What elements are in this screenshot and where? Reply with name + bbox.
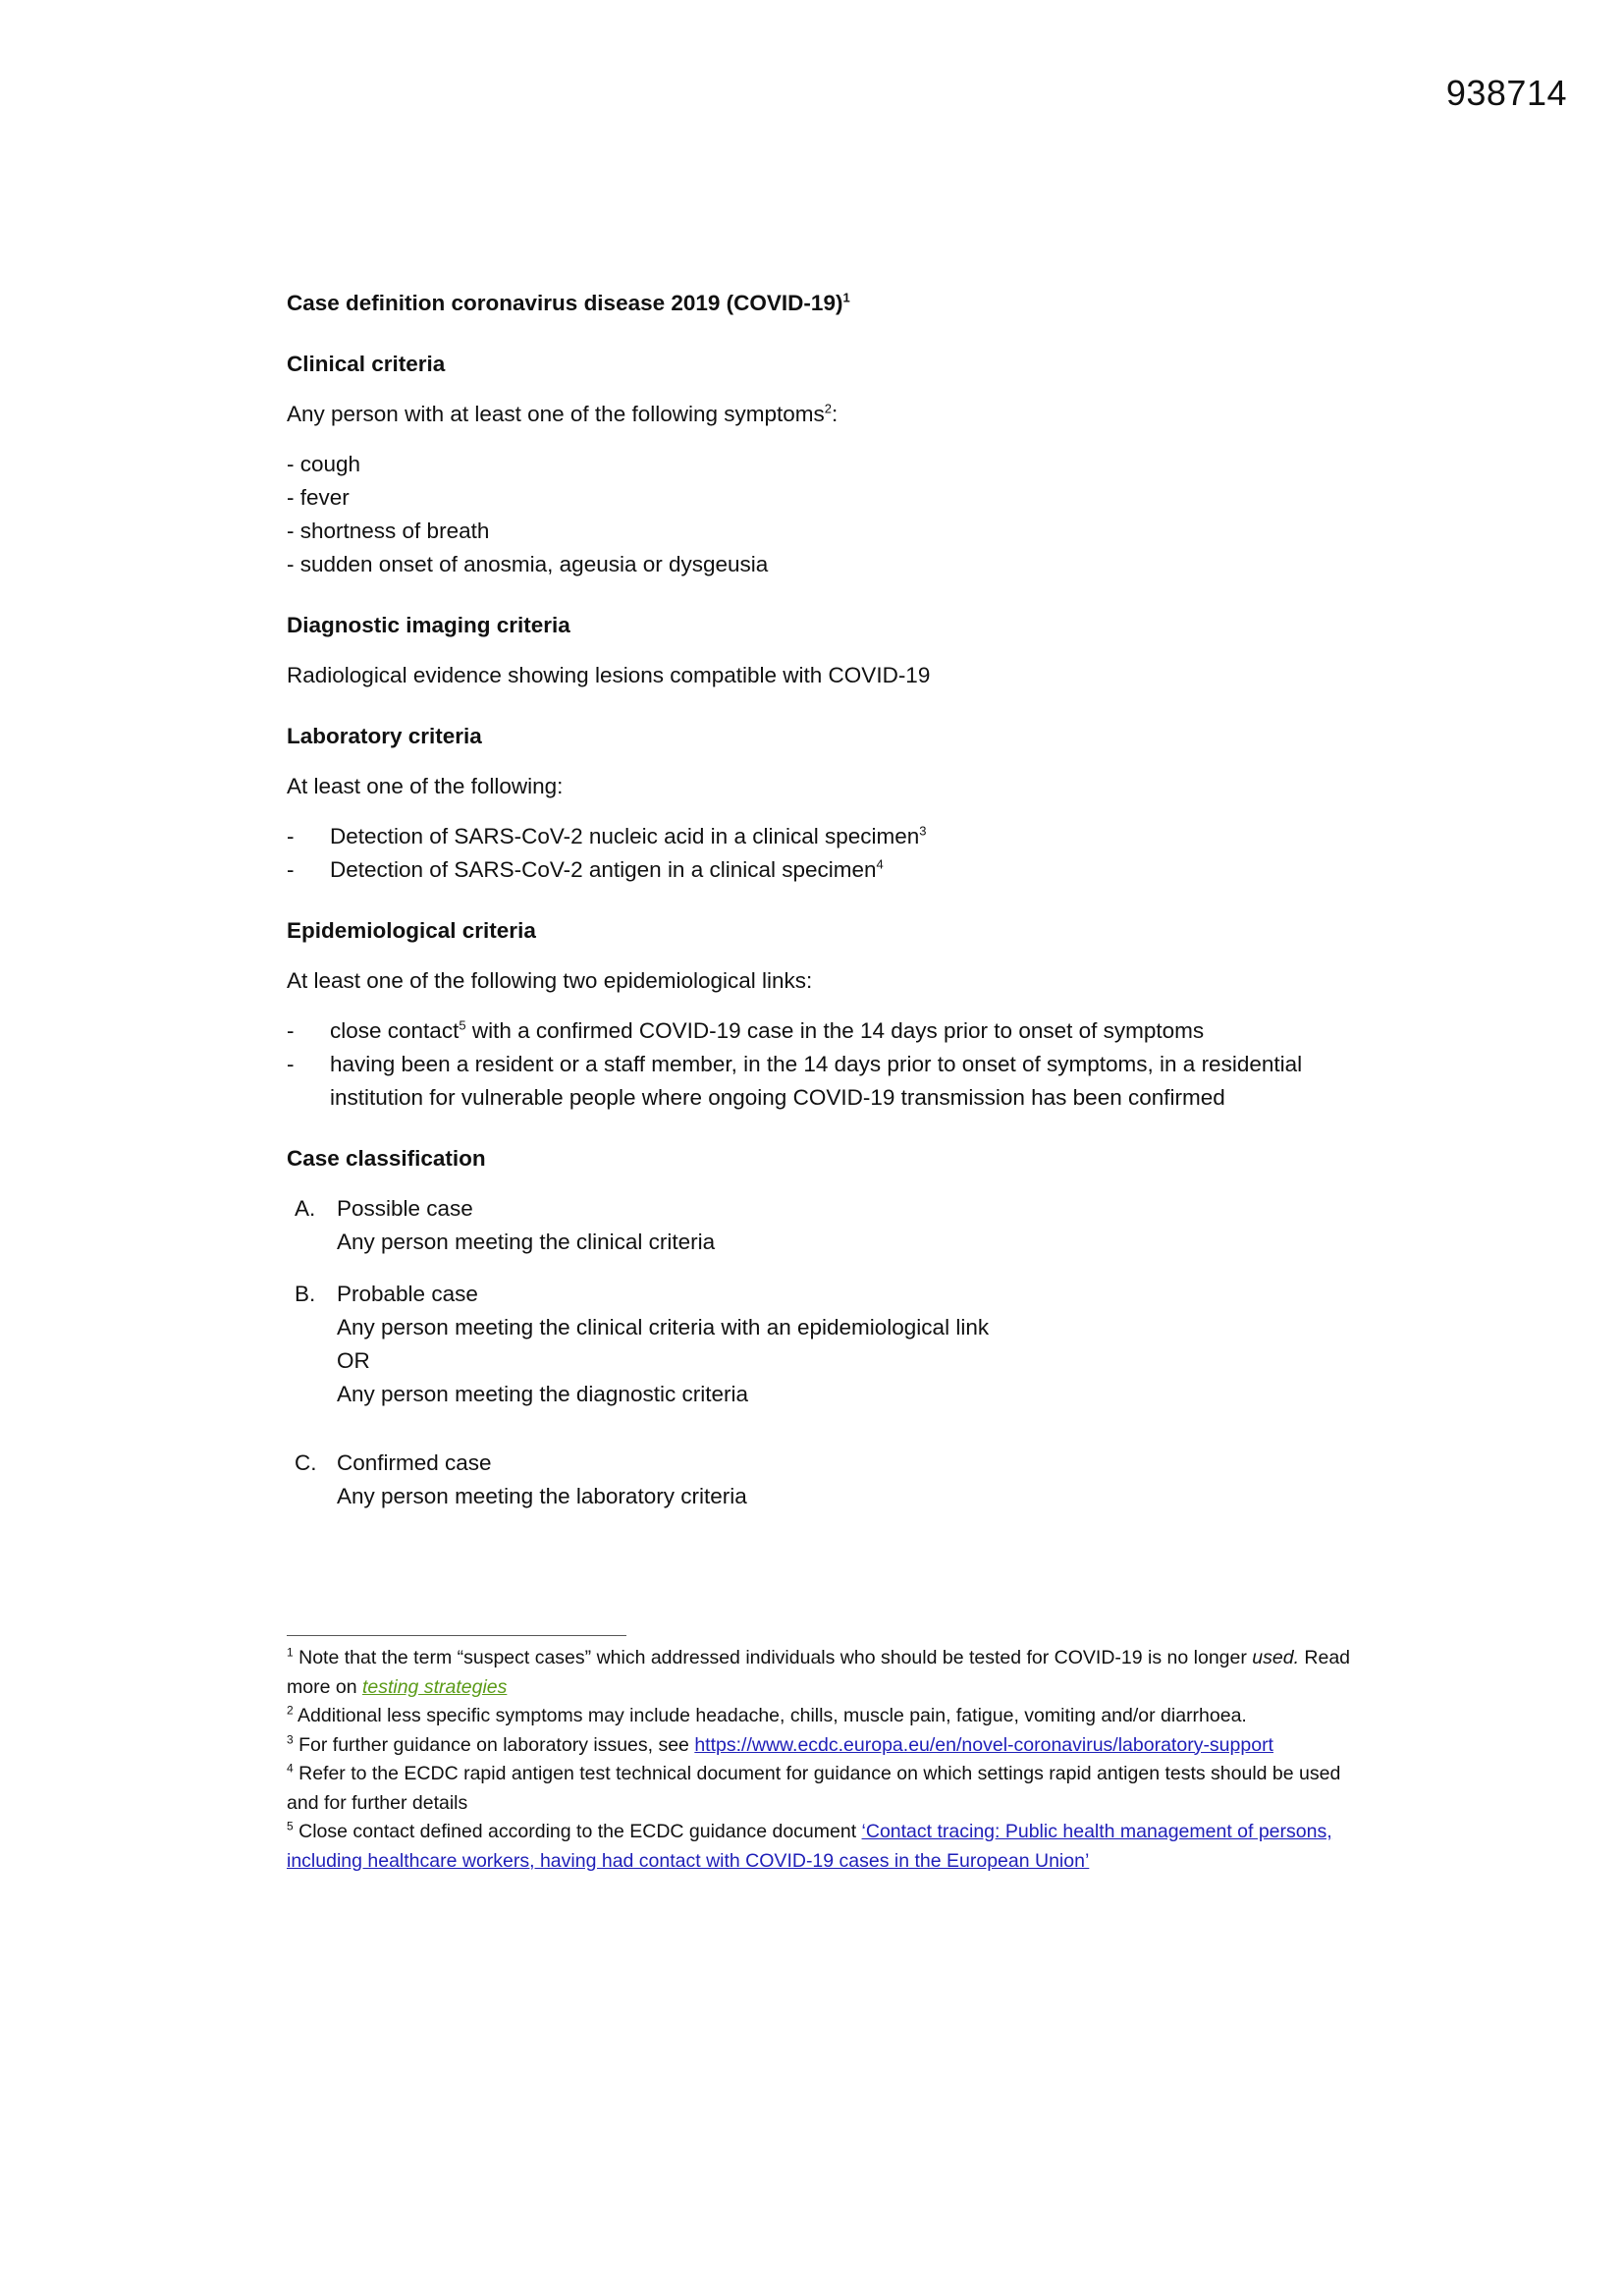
lab-item-text: Detection of SARS-CoV-2 antigen in a clinical specimen: [330, 857, 877, 882]
footnote-text: Note that the term “suspect cases” which addressed individuals who should be tested for COVID-19 is no longer: [293, 1647, 1253, 1668]
symptom-item: - sudden onset of anosmia, ageusia or dysgeusia: [287, 552, 769, 576]
footnote-number: 4: [287, 1761, 294, 1776]
imaging-criteria-text: Radiological evidence showing lesions compatible with COVID-19: [287, 663, 931, 687]
document-number: 938714: [1445, 73, 1567, 113]
laboratory-intro: At least one of the following:: [287, 774, 564, 798]
classification-name: Possible case: [337, 1196, 473, 1221]
footnote-5: [287, 1818, 1357, 1876]
page-title: [287, 287, 1357, 320]
clinical-intro-colon: :: [832, 402, 839, 426]
footnote-3: [287, 1731, 1357, 1761]
laboratory-support-link[interactable]: https://www.ecdc.europa.eu/en/novel-coronavirus/laboratory-support: [694, 1733, 1273, 1756]
classification-probable: [287, 1278, 1357, 1411]
classification-letter: B.: [295, 1282, 316, 1306]
footnote-text: Additional less specific symptoms may include headache, chills, muscle pain, fatigue, vomiting and/or diarrhoea.: [293, 1705, 1247, 1726]
symptom-item: - fever: [287, 485, 350, 510]
epi-item-text: with a confirmed COVID-19 case in the 14 days prior to onset of symptoms: [465, 1018, 1205, 1043]
clinical-intro-text: Any person with at least one of the following symptoms: [287, 402, 825, 426]
list-item: [287, 1048, 1357, 1115]
footnote-emphasis: used.: [1252, 1647, 1299, 1668]
epidemiological-intro: At least one of the following two epidemiological links:: [287, 968, 813, 993]
case-classification-heading: Case classification: [287, 1146, 486, 1171]
dash-bullet: -: [287, 824, 295, 848]
footnote-number: 1: [287, 1645, 294, 1660]
dash-bullet: -: [287, 857, 295, 882]
classification-name: Probable case: [337, 1282, 478, 1306]
dash-bullet: -: [287, 1018, 295, 1043]
symptom-list: [287, 448, 1357, 581]
symptom-item: - cough: [287, 452, 361, 476]
footnote-text: Refer to the ECDC rapid antigen test technical document for guidance on which settings rapid antigen tests should be used and for further details: [287, 1763, 1341, 1814]
footnote-text: For further guidance on laboratory issues, see: [293, 1733, 695, 1756]
testing-strategies-link[interactable]: testing strategies: [361, 1675, 508, 1698]
classification-possible: [287, 1192, 1357, 1259]
classification-name: Confirmed case: [337, 1450, 492, 1475]
classification-line: Any person meeting the diagnostic criteria: [337, 1382, 748, 1406]
title-text: Case definition coronavirus disease 2019 (COVID-19): [287, 291, 843, 315]
classification-confirmed: [287, 1447, 1357, 1513]
footnote-ref-1: 1: [842, 290, 850, 305]
footnote-ref-4: 4: [876, 856, 884, 872]
epi-item-text: close contact: [330, 1018, 460, 1043]
classification-line: Any person meeting the clinical criteria with an epidemiological link: [337, 1315, 990, 1339]
classification-line: OR: [337, 1348, 370, 1373]
footnote-ref-2: 2: [824, 401, 833, 416]
clinical-criteria-heading: Clinical criteria: [287, 352, 446, 376]
classification-letter: C.: [295, 1450, 317, 1475]
footnote-1: [287, 1644, 1357, 1702]
lab-item-text: Detection of SARS-CoV-2 nucleic acid in a clinical specimen: [330, 824, 920, 848]
footnote-4: [287, 1760, 1357, 1818]
footnote-ref-3: 3: [919, 823, 927, 839]
imaging-criteria-heading: Diagnostic imaging criteria: [287, 613, 570, 637]
symptom-item: - shortness of breath: [287, 519, 490, 543]
footnote-2: [287, 1702, 1357, 1731]
dash-bullet: -: [287, 1052, 295, 1076]
list-item: [287, 820, 1357, 853]
epidemiological-criteria-heading: Epidemiological criteria: [287, 918, 536, 943]
classification-letter: A.: [295, 1196, 316, 1221]
case-classification-list: [287, 1192, 1357, 1513]
list-item: [287, 853, 1357, 887]
clinical-intro: [287, 398, 1357, 431]
epi-item-text: having been a resident or a staff member, in the 14 days prior to onset of symptoms, in a residential institution for vulnerable people where ongoing COVID-19 transmission has been confirmed: [330, 1052, 1303, 1110]
classification-line: Any person meeting the clinical criteria: [337, 1230, 716, 1254]
footnote-number: 3: [287, 1732, 294, 1746]
footnote-divider: [287, 1635, 626, 1636]
footnote-number: 5: [287, 1819, 294, 1833]
footnote-text: Close contact defined according to the ECDC guidance document: [293, 1821, 862, 1842]
classification-line: Any person meeting the laboratory criteria: [337, 1484, 747, 1508]
footnotes: [287, 1635, 1357, 1876]
laboratory-criteria-heading: Laboratory criteria: [287, 724, 482, 748]
footnote-ref-5: 5: [459, 1017, 466, 1033]
footnote-number: 2: [287, 1703, 294, 1718]
footnote-text: Read more on: [287, 1647, 1351, 1698]
list-item: [287, 1014, 1357, 1048]
contact-tracing-link[interactable]: ‘Contact tracing: Public health management of persons, including healthcare workers, having had contact with COVID-19 cases in the European Union’: [287, 1821, 1332, 1872]
document-body: [287, 287, 1357, 1532]
laboratory-list: [287, 820, 1357, 887]
epidemiological-list: [287, 1014, 1357, 1115]
